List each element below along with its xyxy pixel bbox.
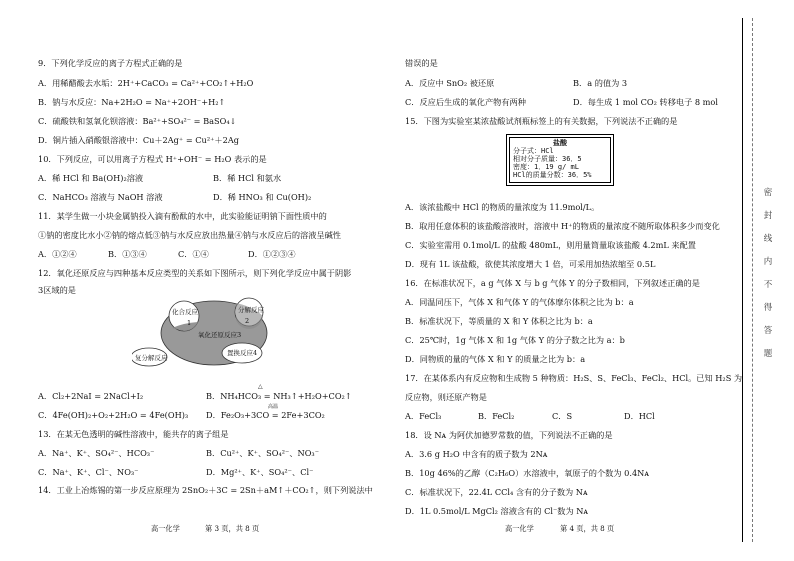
q15-option-d: D．现有 1L 该盐酸，欲使其浓度增大 1 倍，可采用加热浓缩至 0.5L: [405, 259, 656, 269]
q17-option-c: C．S: [552, 411, 573, 421]
combination-label: 化合反应: [172, 308, 198, 316]
q16-option-b: B．标准状况下，等质量的 X 和 Y 体积之比为 b：a: [405, 316, 593, 326]
reagent-molar-mass: 相对分子质量：36．5: [513, 155, 582, 163]
q10-option-a: A．稀 HCl 和 Ba(OH)₂溶液: [38, 173, 144, 183]
q18-option-a: A．3.6 g H₂O 中含有的质子数为 2Nᴀ: [405, 449, 548, 459]
q10-option-d: D．稀 HNO₃ 和 Cu(OH)₂: [213, 192, 312, 202]
question-16: 16．在标准状况下，a g 气体 X 与 b g 气体 Y 的分子数相同，下列叙述正确的是: [405, 278, 700, 288]
q18-option-d: D．1L 0.5mol/L MgCl₂ 溶液含有的 Cl⁻数为 Nᴀ: [405, 506, 589, 516]
q9-option-a: A．用稀醋酸去水垢：2H⁺+CaCO₃ = Ca²⁺+CO₂↑+H₂O: [38, 78, 254, 88]
q11-option-a: A．①②④: [38, 249, 77, 259]
q15-option-b: B．取用任意体积的该盐酸溶液时，溶液中 H⁺的物质的量浓度不随所取体积多少而变化: [405, 221, 720, 231]
seal-line: [742, 18, 743, 542]
q13-option-a: A．Na⁺、K⁺、SO₄²⁻、HCO₃⁻: [38, 448, 155, 458]
seal-notice: [762, 186, 774, 359]
q9-option-d: D．铜片插入硝酸银溶液中：Cu＋2Ag⁺ = Cu²⁺＋2Ag: [38, 135, 239, 145]
q14-option-b: B．a 的值为 3: [573, 78, 628, 88]
q9-option-c: C．硫酸铁和氢氧化钡溶液：Ba²⁺+SO₄²⁻ = BaSO₄↓: [38, 116, 237, 126]
q12-option-c: C．4Fe(OH)₂+O₂+2H₂O = 4Fe(OH)₃: [38, 410, 189, 420]
question-10: 10．下列反应，可以用离子方程式 H⁺+OH⁻ = H₂O 表示的是: [38, 154, 267, 164]
region-1-label: 1: [187, 319, 192, 327]
question-9: 9．下列化学反应的离子方程式正确的是: [38, 58, 183, 68]
q10-option-c: C．NaHCO₃ 溶液与 NaOH 溶液: [38, 192, 163, 202]
q14-option-d: D．每生成 1 mol CO₂ 转移电子 8 mol: [573, 97, 718, 107]
q11-option-b: B．①③④: [108, 249, 147, 259]
reagent-formula: 分子式：HCl: [513, 147, 554, 155]
q11-option-c: C．①④: [178, 249, 209, 259]
reagent-label-title: 盐酸: [553, 139, 567, 147]
q15-option-c: C．实验室需用 0.1mol/L 的盐酸 480mL，则用量筒量取该盐酸 4.2mL 来配置: [405, 240, 696, 250]
question-13: 13．在某无色透明的碱性溶液中，能共存的离子组是: [38, 429, 229, 439]
reagent-density: 密度：1．19 g/ mL: [513, 163, 579, 171]
seal-char: 题: [763, 349, 773, 359]
footer-subject-left: 高一化学: [151, 524, 180, 533]
q13-option-d: D．Mg²⁺、K⁺、SO₄²⁻、Cl⁻: [206, 467, 314, 477]
q17-option-d: D．HCl: [624, 411, 655, 421]
region-2-label: 2: [245, 317, 250, 325]
question-14-cont: 错误的是: [405, 58, 438, 68]
seal-char: 不: [763, 280, 773, 290]
footer-subject-right: 高一化学: [505, 524, 534, 533]
q14-option-c: C．反应后生成的氧化产物有两种: [405, 97, 526, 107]
q12-d-condition: 高温: [268, 404, 279, 410]
q9-option-b: B．钠与水反应：Na+2H₂O = Na⁺+2OH⁻+H₂↑: [38, 97, 226, 107]
q18-option-b: B．10g 46%的乙醇（C₂H₆O）水溶液中，氧原子的个数为 0.4Nᴀ: [405, 468, 649, 478]
footer-page-left: 第 3 页，共 8 页: [205, 524, 260, 533]
seal-char: 内: [763, 257, 773, 267]
q14-option-a: A．反应中 SnO₂ 被还原: [405, 78, 495, 88]
reagent-label: [506, 134, 614, 186]
seal-char: 线: [763, 234, 773, 244]
redox-label: 氧化还原反应3: [198, 331, 242, 339]
seal-char: 得: [763, 303, 773, 313]
decomposition-label: 分解反应: [238, 306, 264, 314]
question-11-items: ①钠的密度比水小②钠的熔点低③钠与水反应放出热量④钠与水反应后的溶液呈碱性: [38, 230, 341, 240]
seal-line-dashed: [752, 18, 753, 542]
reaction-type-diagram: [132, 295, 282, 367]
q16-option-c: C．25℃时，1g 气体 X 和 1g 气体 Y 的分子数之比为 a：b: [405, 335, 625, 345]
q16-option-d: D．同物质的量的气体 X 和 Y 的质量之比为 b：a: [405, 354, 586, 364]
seal-char: 封: [763, 211, 773, 221]
question-18: 18．设 Nᴀ 为阿伏加德罗常数的值，下列说法不正确的是: [405, 430, 613, 440]
question-17: 17．在某体系内有反应物和生成物 5 种物质：H₂S、S、FeCl₃、FeCl₂、HCl。已知 H₂S 为: [405, 373, 743, 383]
question-15: 15．下图为实验室某浓盐酸试剂瓶标签上的有关数据，下列说法不正确的是: [405, 116, 678, 126]
q12-option-d: D．Fe₂O₃+3CO = 2Fe+3CO₂: [206, 410, 325, 420]
q16-option-a: A．同温同压下，气体 X 和气体 Y 的气体摩尔体积之比为 b：a: [405, 297, 634, 307]
q12-option-b: B．NH₄HCO₃ = NH₃↑+H₂O+CO₂↑: [206, 391, 352, 401]
seal-char: 答: [763, 326, 773, 336]
q15-option-a: A．该浓盐酸中 HCl 的物质的量浓度为 11.9mol/L。: [405, 202, 600, 212]
q11-option-d: D．①②③④: [248, 249, 296, 259]
reagent-mass-fraction: HCl的质量分数：36．5%: [513, 171, 592, 179]
q18-option-c: C．标准状况下，22.4L CCl₄ 含有的分子数为 Nᴀ: [405, 487, 588, 497]
q13-option-b: B．Cu²⁺、K⁺、SO₄²⁻、NO₃⁻: [206, 448, 320, 458]
displacement-label: 置换反应4: [227, 349, 258, 357]
q17-option-b: B．FeCl₂: [478, 411, 515, 421]
q12-option-a: A．Cl₂+2NaI = 2NaCl+I₂: [38, 391, 144, 401]
q17-option-a: A．FeCl₃: [405, 411, 442, 421]
q13-option-c: C．Na⁺、K⁺、Cl⁻、NO₃⁻: [38, 467, 139, 477]
question-17-cont: 反应物，则还原产物是: [405, 392, 487, 402]
q10-option-b: B．稀 HCl 和氨水: [213, 173, 282, 183]
footer-page-right: 第 4 页，共 8 页: [560, 524, 615, 533]
q12-b-condition: △: [258, 383, 263, 390]
double-displacement-label: 复分解反应: [135, 354, 168, 362]
question-14: 14．工业上冶炼锡的第一步反应原理为 2SnO₂＋3C = 2Sn＋aM↑＋CO₂↑，则下列说法中: [38, 485, 373, 495]
question-11: 11．某学生做一小块金属钠投入滴有酚酞的水中，此实验能证明钠下面性质中的: [38, 211, 327, 221]
question-12: 12．氧化还原反应与四种基本反应类型的关系如下图所示，则下列化学反应中属于阴影: [38, 268, 352, 278]
seal-char: 密: [763, 188, 773, 198]
question-12-cont: 3区域的是: [38, 285, 76, 295]
